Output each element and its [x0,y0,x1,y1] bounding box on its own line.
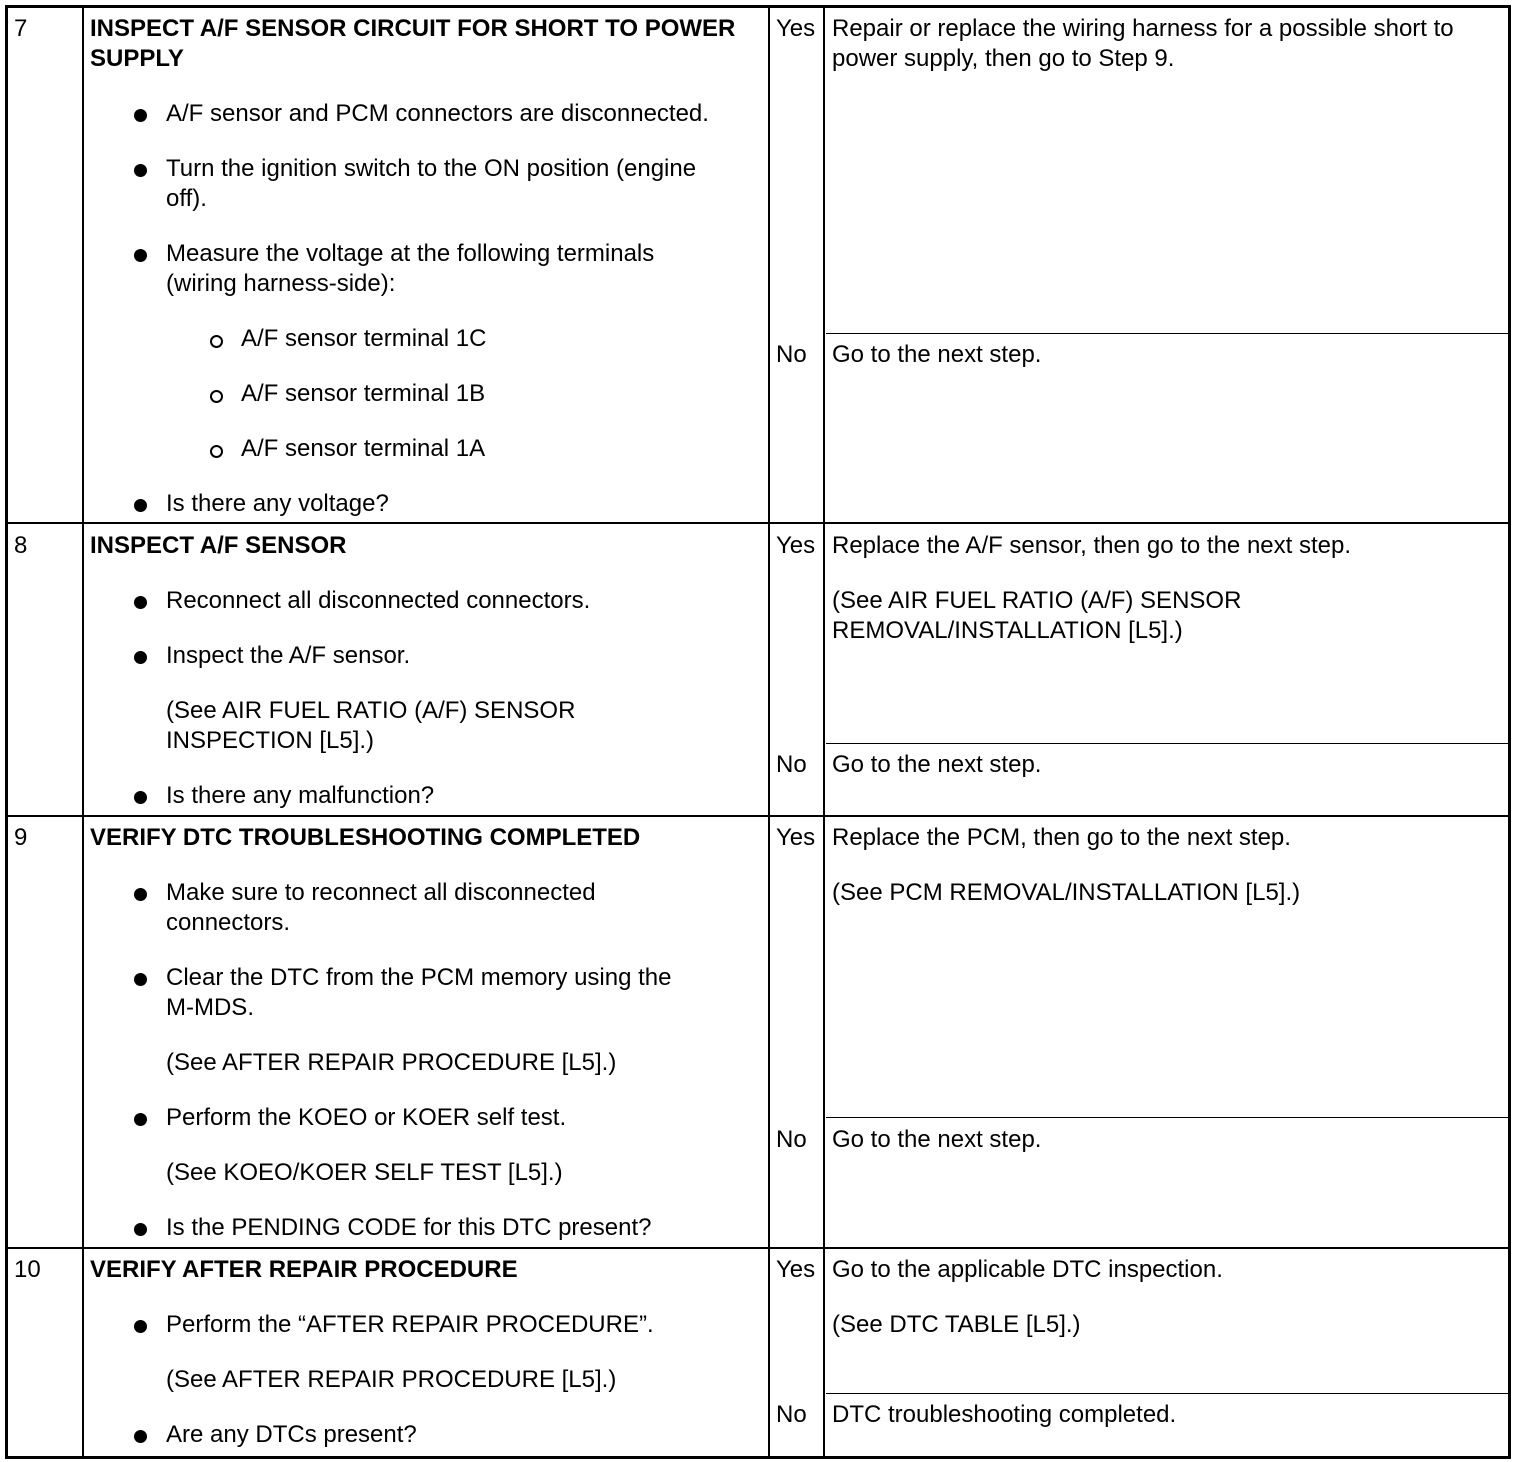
reference-text: (See AIR FUEL RATIO (A/F) SENSOR [166,697,576,724]
instruction-item: Perform the KOEO or KOER self test. [166,1104,567,1131]
step-number: 8 [14,532,28,559]
step-title-continued: SUPPLY [90,45,184,72]
bullet-icon [134,596,147,609]
bullet-icon [134,888,147,901]
reference-text: (See AFTER REPAIR PROCEDURE [L5].) [166,1049,617,1076]
instruction-item: Inspect the A/F sensor. [166,642,411,669]
no-label: No [776,751,807,778]
row-divider [8,522,1508,524]
instruction-item-continued: off). [166,185,207,212]
no-label: No [776,1401,807,1428]
instruction-item: A/F sensor and PCM connectors are disconnected. [166,100,709,127]
row-divider [8,1247,1508,1249]
column-divider [823,8,825,1456]
no-action: Go to the next step. [832,1126,1042,1153]
step-number: 7 [14,15,28,42]
bullet-icon [134,164,147,177]
yes-no-divider [826,743,1508,744]
yes-reference: (See DTC TABLE [L5].) [832,1311,1081,1338]
no-label: No [776,1126,807,1153]
instruction-item: Perform the “AFTER REPAIR PROCEDURE”. [166,1311,654,1338]
yes-action: Replace the A/F sensor, then go to the next step. [832,532,1351,559]
bullet-icon [134,109,147,122]
column-divider [82,8,84,1456]
yes-action-continued: power supply, then go to Step 9. [832,45,1175,72]
yes-label: Yes [776,1256,816,1283]
bullet-icon [134,973,147,986]
reference-text: (See KOEO/KOER SELF TEST [L5].) [166,1159,563,1186]
yes-no-divider [826,1117,1508,1118]
yes-action: Replace the PCM, then go to the next step. [832,824,1291,851]
terminal-item: A/F sensor terminal 1B [241,380,486,407]
instruction-item: Make sure to reconnect all disconnected [166,879,596,906]
no-action: DTC troubleshooting completed. [832,1401,1177,1428]
bullet-icon [134,651,147,664]
question-item: Are any DTCs present? [166,1421,417,1448]
step-number: 10 [14,1256,41,1283]
instruction-item: Reconnect all disconnected connectors. [166,587,591,614]
instruction-item-continued: connectors. [166,909,291,936]
yes-reference: (See PCM REMOVAL/INSTALLATION [L5].) [832,879,1301,906]
bullet-icon [134,249,147,262]
step-title: VERIFY DTC TROUBLESHOOTING COMPLETED [90,824,641,851]
step-title: INSPECT A/F SENSOR CIRCUIT FOR SHORT TO POWER [90,15,736,42]
yes-reference-continued: REMOVAL/INSTALLATION [L5].) [832,617,1183,644]
no-label: No [776,341,807,368]
bullet-icon [134,499,147,512]
question-item: Is the PENDING CODE for this DTC present? [166,1214,652,1241]
no-action: Go to the next step. [832,751,1042,778]
reference-text-continued: INSPECTION [L5].) [166,727,375,754]
sub-bullet-icon [210,335,223,348]
yes-reference: (See AIR FUEL RATIO (A/F) SENSOR [832,587,1242,614]
instruction-item: Clear the DTC from the PCM memory using the [166,964,672,991]
row-divider [8,815,1508,817]
yes-action: Repair or replace the wiring harness for a possible short to [832,15,1454,42]
sub-bullet-icon [210,390,223,403]
troubleshooting-table [5,5,1511,1459]
sub-bullet-icon [210,445,223,458]
instruction-item-continued: (wiring harness-side): [166,270,396,297]
bullet-icon [134,1223,147,1236]
yes-label: Yes [776,824,816,851]
bullet-icon [134,1430,147,1443]
bullet-icon [134,791,147,804]
no-action: Go to the next step. [832,341,1042,368]
column-divider [768,8,770,1456]
instruction-item-continued: M-MDS. [166,994,254,1021]
terminal-item: A/F sensor terminal 1C [241,325,487,352]
yes-no-divider [826,1393,1508,1394]
yes-label: Yes [776,532,816,559]
yes-no-divider [826,333,1508,334]
step-title: VERIFY AFTER REPAIR PROCEDURE [90,1256,518,1283]
step-title: INSPECT A/F SENSOR [90,532,347,559]
yes-label: Yes [776,15,816,42]
bullet-icon [134,1113,147,1126]
question-item: Is there any malfunction? [166,782,435,809]
step-number: 9 [14,824,28,851]
bullet-icon [134,1320,147,1333]
yes-action: Go to the applicable DTC inspection. [832,1256,1223,1283]
instruction-item: Turn the ignition switch to the ON position (engine [166,155,697,182]
question-item: Is there any voltage? [166,490,389,517]
instruction-item: Measure the voltage at the following terminals [166,240,655,267]
reference-text: (See AFTER REPAIR PROCEDURE [L5].) [166,1366,617,1393]
terminal-item: A/F sensor terminal 1A [241,435,486,462]
